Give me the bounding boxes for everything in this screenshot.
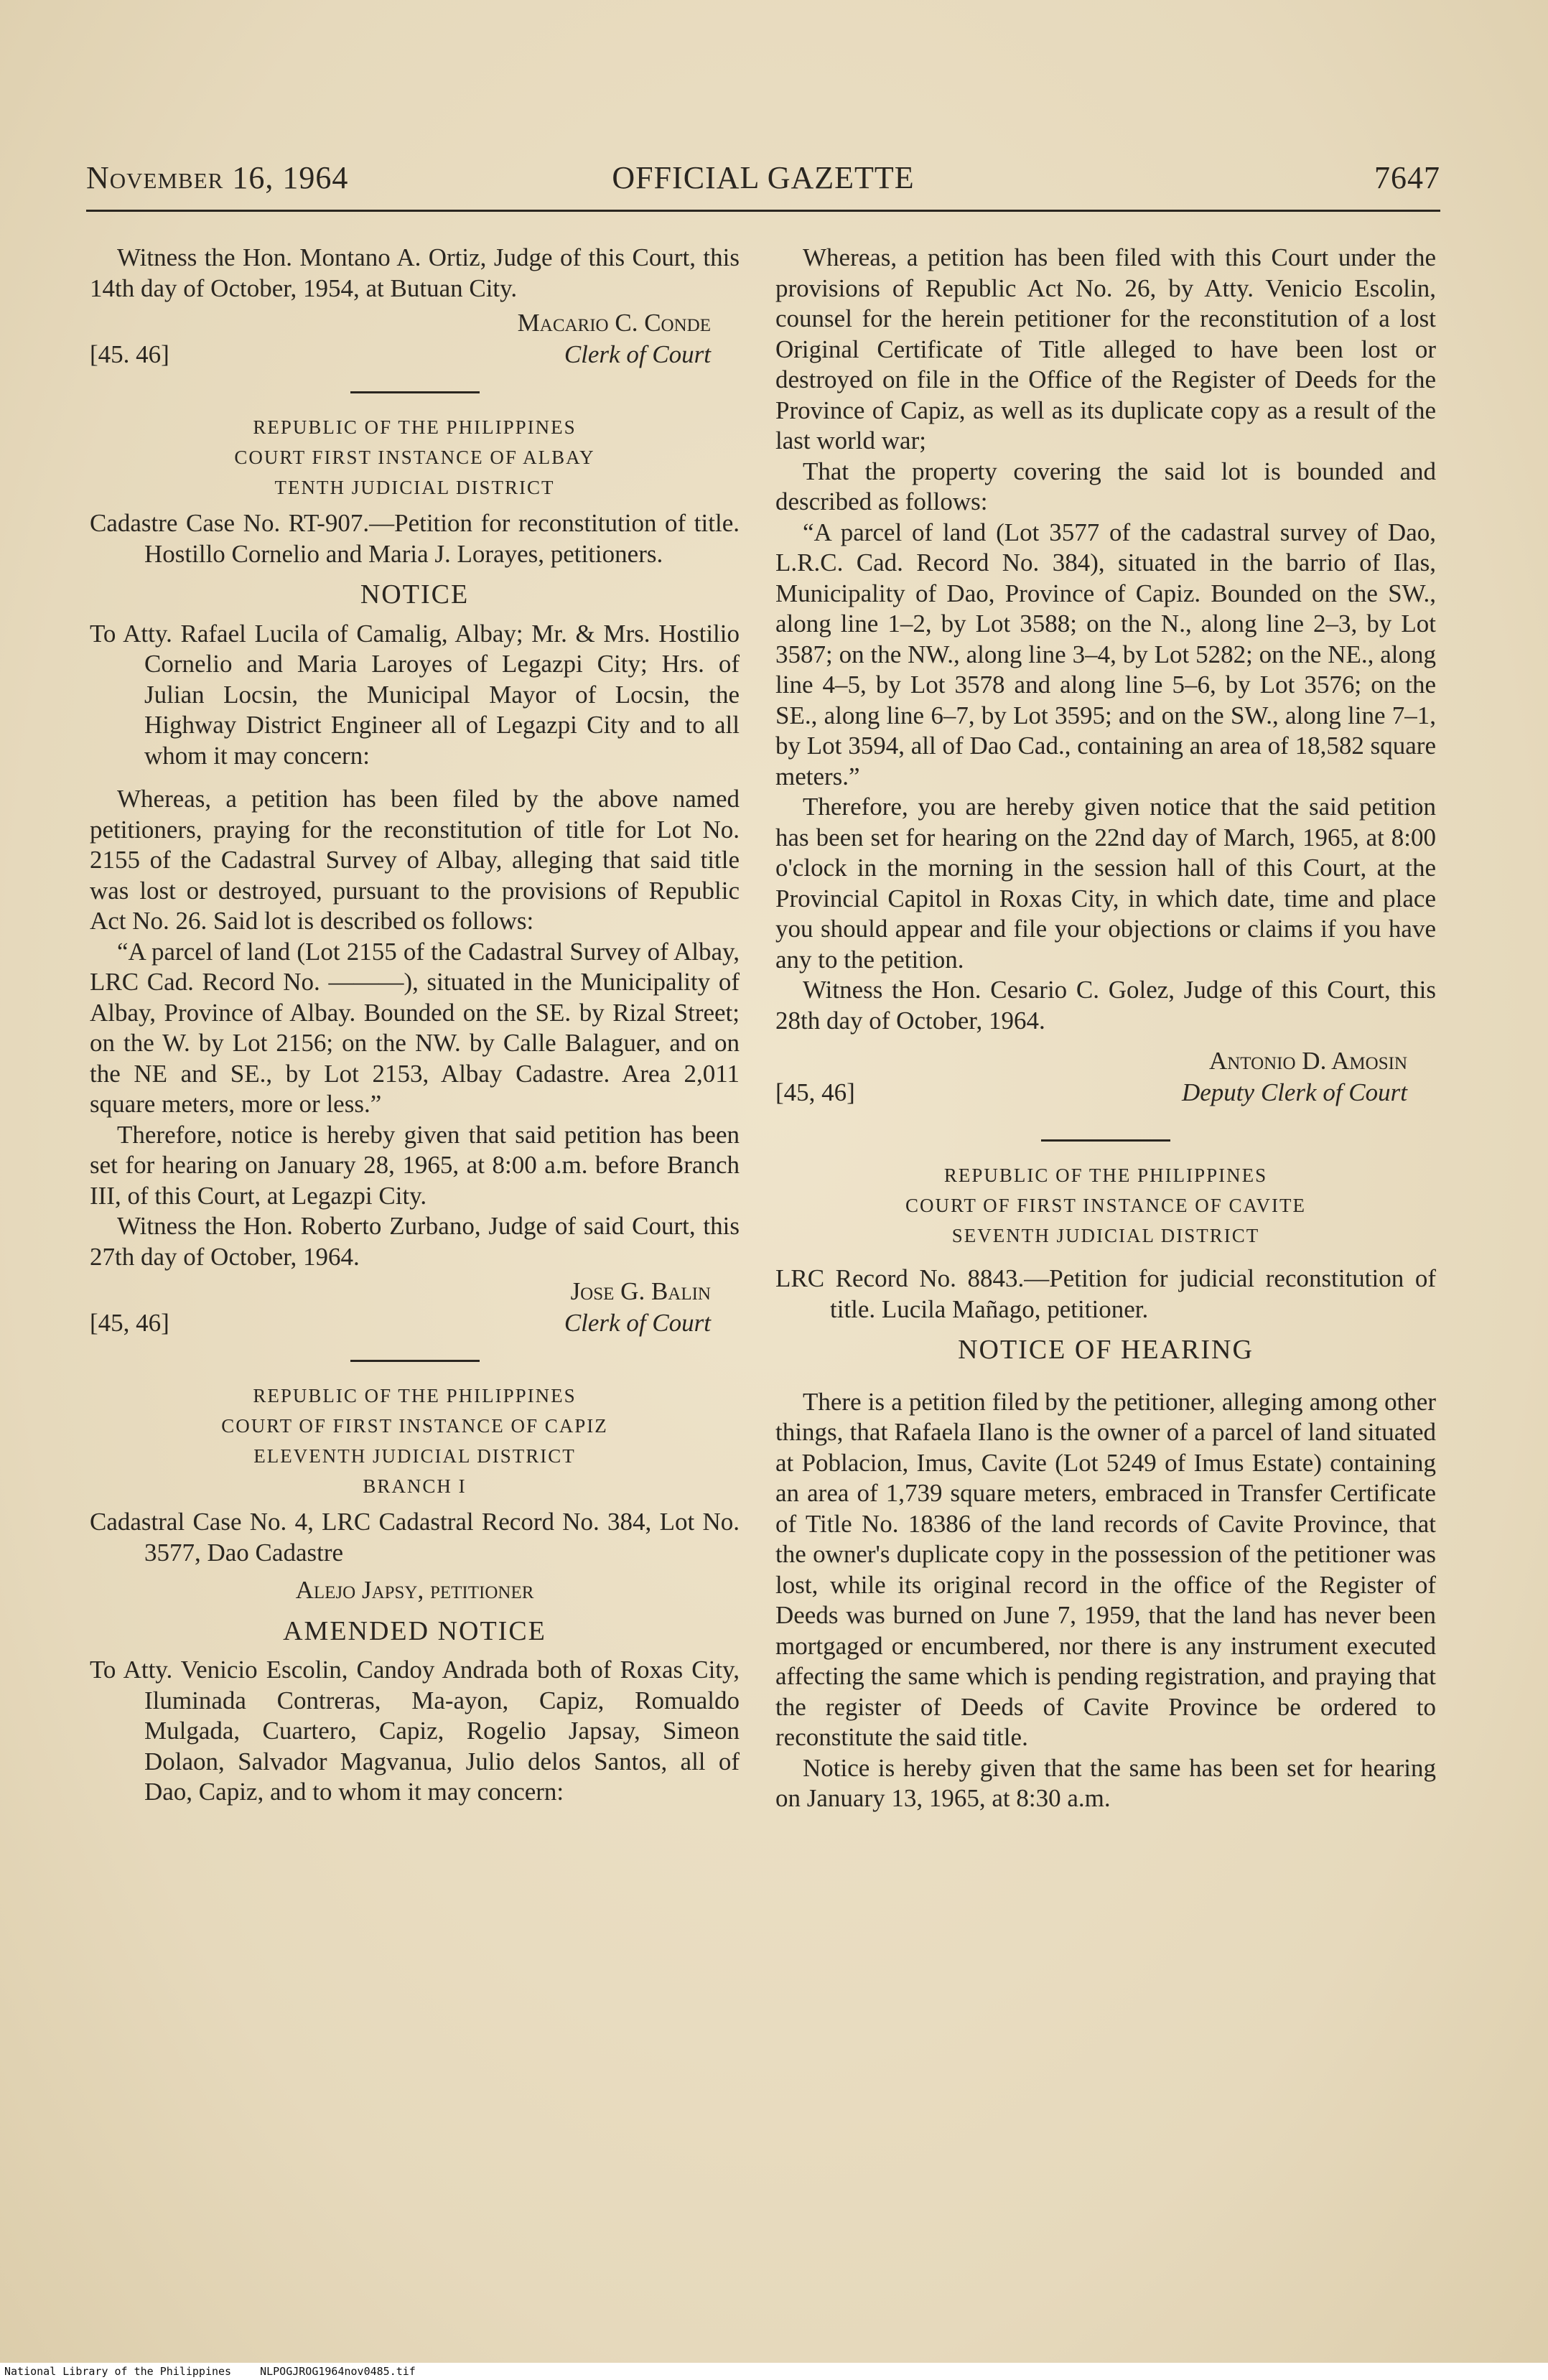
whereas-paragraph: Whereas, a petition has been filed with this Court under the provisions of Republic Act No. 26, by Atty. Venicio Escolin, counsel for the herein petitioner for the reconstitution of a lost Original Certificate of Title alleged to have been lost or destroyed on file in the Office of the Register of Deeds for the Province of Capiz, as well as its duplicate copy as a result of the last world war; [775, 243, 1436, 454]
notice-addressees: To Atty. Venicio Escolin, Candoy Andrada both of Roxas City, Iluminada Contreras, Ma-ayon, Capiz, Romualdo Mulgada, Cuartero, Capiz, Rogelio Japsay, Simeon Dolaon, Salvador Magvanua, Julio delos Santos, all of Dao, Capiz, and to whom it may concern: [90, 1656, 740, 1806]
signatory-title: Clerk of Court [564, 340, 711, 368]
witness-paragraph: Witness the Hon. Roberto Zurbano, Judge of said Court, this 27th day of October, 1964. [90, 1212, 740, 1271]
therefore-paragraph: Therefore, you are hereby given notice that the said petition has been set for hearing on the 22nd day of March, 1965, at 8:00 o'clock in the morning in the session hall of this Court, at the Provincial Capitol in Roxas City, in which date, time and place you should appear and file your objections or claims if you have any to the petition. [775, 793, 1436, 974]
petitioner-line: Alejo Japsy, petitioner [295, 1576, 534, 1604]
court-heading-line: TENTH JUDICIAL DISTRICT [274, 477, 555, 498]
right-column [775, 243, 1436, 1814]
petition-body: There is a petition filed by the petitioner, alleging among other things, that Rafaela Ilano is the owner of a parcel of land situated at Poblacion, Imus, Cavite (Lot 5249 of Imus Estate) containing an area of 1,739 square meters, embraced in Transfer Certificate of Title No. 18386 of the land records of Cavite Province, that the owner's duplicate copy in the possession of the petitioner was lost, while its original record in the office of the Register of Deeds was burned on June 7, 1959, that the land has never been mortgaged or encumbered, nor there is any instrument executed affecting the same which is pending registration, and praying that the register of Deeds of Cavite Province be ordered to reconstitute the said title. [775, 1387, 1436, 1751]
reference-number: [45, 46] [775, 1078, 855, 1106]
court-heading-line: COURT FIRST INSTANCE OF ALBAY [234, 447, 595, 468]
court-heading-line: REPUBLIC OF THE PHILIPPINES [253, 416, 577, 438]
court-heading-line: COURT OF FIRST INSTANCE OF CAVITE [905, 1195, 1307, 1216]
court-heading [90, 1381, 740, 1501]
reference-number: [45. 46] [90, 340, 169, 368]
header-page-number: 7647 [1374, 160, 1440, 195]
notice-title: NOTICE OF HEARING [958, 1335, 1254, 1365]
witness-paragraph: Witness the Hon. Montano A. Ortiz, Judge of this Court, this 14th day of October, 1954, at Butuan City. [90, 243, 740, 302]
reference-number: [45, 46] [90, 1309, 169, 1337]
signature-block [90, 308, 740, 370]
court-heading-line: BRANCH I [363, 1475, 467, 1497]
section-divider [350, 391, 480, 393]
parcel-description: “A parcel of land (Lot 3577 of the cadastral survey of Dao, L.R.C. Cad. Record No. 384), situated in the barrio of Ilas, Municipality of Dao, Province of Capiz. Bounded on the SW., along line 1–2, by Lot 3588; on the N., along line 2–3, by Lot 3587; on the NW., along line 3–4, by Lot 5282; on the NE., along line 4–5, by Lot 3578 and along line 5–6, by Lot 3576; on the SE., along line 6–7, by Lot 3595; and on the SW., along line 7–1, by Lot 3594, all of Dao Cad., containing an area of 18,582 square meters.” [775, 518, 1436, 790]
court-heading-line: REPUBLIC OF THE PHILIPPINES [943, 1165, 1268, 1186]
case-title: LRC Record No. 8843.—Petition for judicial reconstitution of title. Lucila Mañago, petitioner. [775, 1264, 1436, 1323]
notice-title: NOTICE [360, 579, 470, 610]
signatory-name: Antonio D. Amosin [1208, 1047, 1407, 1075]
therefore-paragraph: Therefore, notice is hereby given that said petition has been set for hearing on January 28, 1965, at 8:00 a.m. before Branch III, of this Court, at Legazpi City. [90, 1120, 740, 1210]
court-heading-line: SEVENTH JUDICIAL DISTRICT [951, 1225, 1260, 1246]
header-date: November 16, 1964 [86, 160, 349, 195]
parcel-description: “A parcel of land (Lot 2155 of the Cadastral Survey of Albay, LRC Cad. Record No. ———), situated in the Municipality of Albay, Province of Albay. Bounded on the SE. by Rizal Street; on the W. by Lot 2156; on the NW. by Calle Balaguer, and on the NE and SE., by Lot 2153, Albay Cadastre. Area 2,011 square meters, more or less.” [90, 937, 740, 1118]
page-header [86, 159, 1440, 202]
court-heading-line: REPUBLIC OF THE PHILIPPINES [253, 1385, 577, 1406]
signatory-title: Clerk of Court [564, 1309, 711, 1337]
court-heading-line: ELEVENTH JUDICIAL DISTRICT [253, 1445, 576, 1467]
footer-filename: NLPOGJROG1964nov0485.tif [260, 2365, 416, 2378]
signatory-title: Deputy Clerk of Court [1182, 1078, 1407, 1106]
scan-footer [0, 2363, 1548, 2380]
court-heading-line: COURT OF FIRST INSTANCE OF CAPIZ [221, 1415, 608, 1437]
footer-library: National Library of the Philippines [4, 2365, 232, 2378]
left-column [90, 243, 740, 1808]
case-title: Cadastral Case No. 4, LRC Cadastral Record No. 384, Lot No. 3577, Dao Cadastre [90, 1508, 740, 1567]
court-heading [90, 412, 740, 503]
section-divider [1041, 1139, 1170, 1142]
signature-block [775, 1046, 1436, 1108]
court-heading [775, 1160, 1436, 1251]
header-title: OFFICIAL GAZETTE [612, 160, 915, 195]
hearing-notice: Notice is hereby given that the same has been set for hearing on January 13, 1965, at 8:30 a.m. [775, 1753, 1436, 1812]
signatory-name: Jose G. Balin [570, 1277, 711, 1305]
notice-title: AMENDED NOTICE [283, 1615, 546, 1646]
signature-block [90, 1277, 740, 1338]
case-title: Cadastre Case No. RT-907.—Petition for reconstitution of title. Hostillo Cornelio and Maria J. Lorayes, petitioners. [90, 509, 740, 568]
notice-addressees: To Atty. Rafael Lucila of Camalig, Albay; Mr. & Mrs. Hostilio Cornelio and Maria Laroyes of Legazpi City; Hrs. of Julian Locsin, the Municipal Mayor of Locsin, the Highway District Engineer all of Legazpi City and to all whom it may concern: [90, 619, 740, 770]
witness-paragraph: Witness the Hon. Cesario C. Golez, Judge of this Court, this 28th day of October, 1964. [775, 976, 1436, 1035]
section-divider [350, 1360, 480, 1362]
signatory-name: Macario C. Conde [517, 309, 711, 337]
property-paragraph: That the property covering the said lot is bounded and described as follows: [775, 457, 1436, 515]
whereas-paragraph: Whereas, a petition has been filed by the above named petitioners, praying for the reconstitution of title for Lot No. 2155 of the Cadastral Survey of Albay, alleging that said title was lost or destroyed, pursuant to the provisions of Republic Act No. 26. Said lot is described os follows: [90, 785, 740, 935]
header-rule [86, 210, 1440, 212]
